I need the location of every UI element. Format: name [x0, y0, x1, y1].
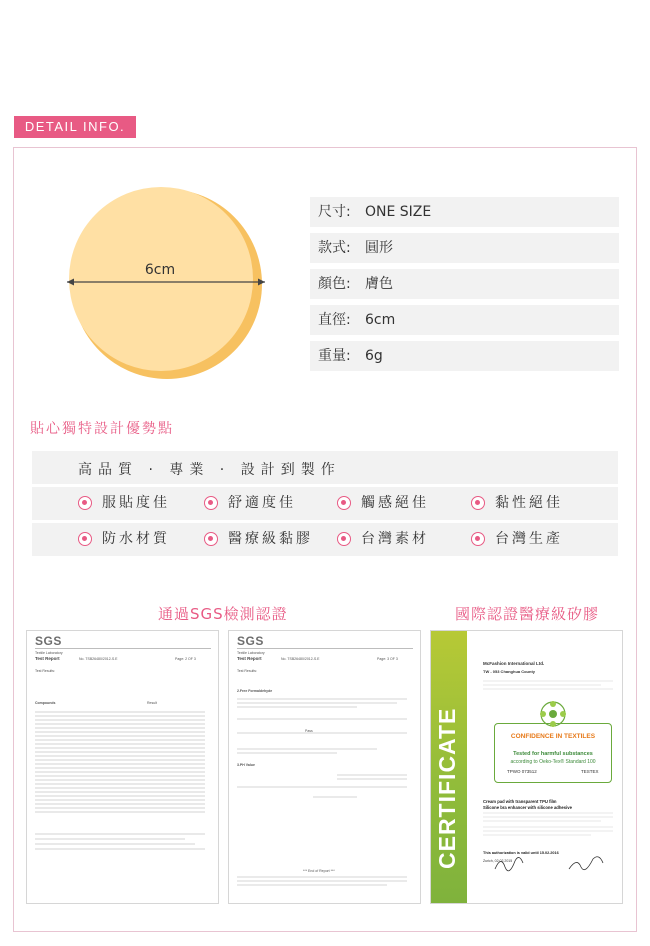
bullet-dot-icon — [78, 496, 92, 510]
cert-confidence: CONFIDENCE IN TEXTILES — [510, 733, 596, 740]
sgs-section-title: 通過SGS檢測認證 — [158, 605, 288, 623]
feature-item: 服貼度佳 — [102, 495, 170, 511]
bullet-dot-icon — [471, 532, 485, 546]
spec-key: 款式: — [318, 240, 351, 256]
feature-item: 觸感絕佳 — [361, 495, 429, 511]
cert-tested: Tested for harmful substances — [513, 751, 593, 757]
spec-row-style — [310, 233, 619, 263]
spec-value: 膚色 — [365, 276, 393, 292]
ph-label: 3.PH Value — [237, 763, 255, 767]
spec-key: 重量: — [318, 348, 351, 364]
cert-institute: TESTEX — [581, 769, 599, 774]
product-circle-illustration — [62, 183, 272, 383]
quality-line: 高品質 · 專業 · 設計到製作 — [78, 462, 341, 478]
bullet-dot-icon — [471, 496, 485, 510]
end-of-report: *** End of Report *** — [303, 869, 335, 873]
spec-row-color — [310, 269, 619, 299]
report-title: Test Report — [35, 656, 60, 661]
page-number: Page: 3 OF 3 — [377, 657, 398, 661]
sgs-logo: SGS — [237, 634, 264, 648]
cert-company: McFashion International Ltd. — [483, 661, 545, 666]
feature-item: 防水材質 — [102, 531, 170, 547]
test-results-label: Test Results: — [35, 669, 56, 673]
bullet-dot-icon — [337, 496, 351, 510]
spec-row-weight — [310, 341, 619, 371]
spec-row-size — [310, 197, 619, 227]
bullet-dot-icon — [204, 532, 218, 546]
report-text-lines — [237, 697, 415, 897]
spec-value: 圓形 — [365, 240, 393, 256]
bullet-dot-icon — [78, 532, 92, 546]
spec-key: 尺寸: — [318, 204, 351, 220]
feature-item: 台灣生產 — [495, 531, 563, 547]
spec-value: 6g — [365, 348, 383, 364]
spec-value: ONE SIZE — [365, 204, 432, 220]
feature-item: 舒適度佳 — [228, 495, 296, 511]
cert-product: Cream pad with transparent TPU film — [483, 799, 557, 804]
formaldehyde-result: Pass — [305, 729, 313, 733]
compounds-label: Compounds — [35, 701, 56, 705]
oeko-tex-certificate — [430, 630, 623, 904]
report-title: Test Report — [237, 656, 262, 661]
cert-standard: according to Oeko-Tex® Standard 100 — [510, 759, 596, 765]
spec-key: 顏色: — [318, 276, 351, 292]
detail-info-tab: DETAIL INFO. — [14, 116, 136, 138]
cert-product-2: Silicone bra enhancer with silicone adhesive — [483, 805, 572, 810]
lab-name: Textile Laboratory — [237, 651, 265, 655]
bullet-dot-icon — [337, 532, 351, 546]
diameter-label: 6cm — [144, 262, 176, 278]
result-label: Result — [147, 701, 157, 705]
report-number: No. TSB26480/2012-S.E — [281, 657, 320, 661]
sgs-logo: SGS — [35, 634, 62, 648]
feature-item: 黏性絕佳 — [495, 495, 563, 511]
cert-number: TPWO 073512 — [507, 769, 537, 774]
cert-code: TW - 053 Changhua County — [483, 669, 535, 674]
divider — [237, 648, 413, 649]
spec-value: 6cm — [365, 312, 396, 328]
sgs-report-page-3 — [228, 630, 421, 904]
intl-cert-section-title: 國際認證醫療級矽膠 — [455, 605, 600, 623]
report-number: No. TSB26480/2012-S.E — [79, 657, 118, 661]
spec-key: 直徑: — [318, 312, 351, 328]
bullet-dot-icon — [204, 496, 218, 510]
feature-item: 台灣素材 — [361, 531, 429, 547]
sgs-report-page-2 — [26, 630, 219, 904]
signature-right — [569, 857, 603, 870]
spec-row-diameter — [310, 305, 619, 335]
formaldehyde-label: 2.Free Formaldehyde — [237, 689, 273, 693]
circle-face — [69, 187, 253, 371]
features-title: 貼心獨特設計優勢點 — [30, 421, 174, 437]
test-results-label: Test Results: — [237, 669, 258, 673]
lab-name: Textile Laboratory — [35, 651, 63, 655]
feature-item: 醫療級黏膠 — [228, 531, 313, 547]
divider — [35, 648, 211, 649]
cert-valid: This authorization is valid until 15.02.2016 — [483, 851, 559, 855]
cert-place: Zurich, 02.02.2015 — [483, 859, 513, 863]
report-table-lines — [35, 709, 213, 859]
certificate-text-lines — [481, 677, 621, 877]
page-number: Page: 2 OF 3 — [175, 657, 196, 661]
certificate-vertical-title: CERTIFICATE — [434, 707, 460, 869]
signature-left — [495, 857, 523, 870]
